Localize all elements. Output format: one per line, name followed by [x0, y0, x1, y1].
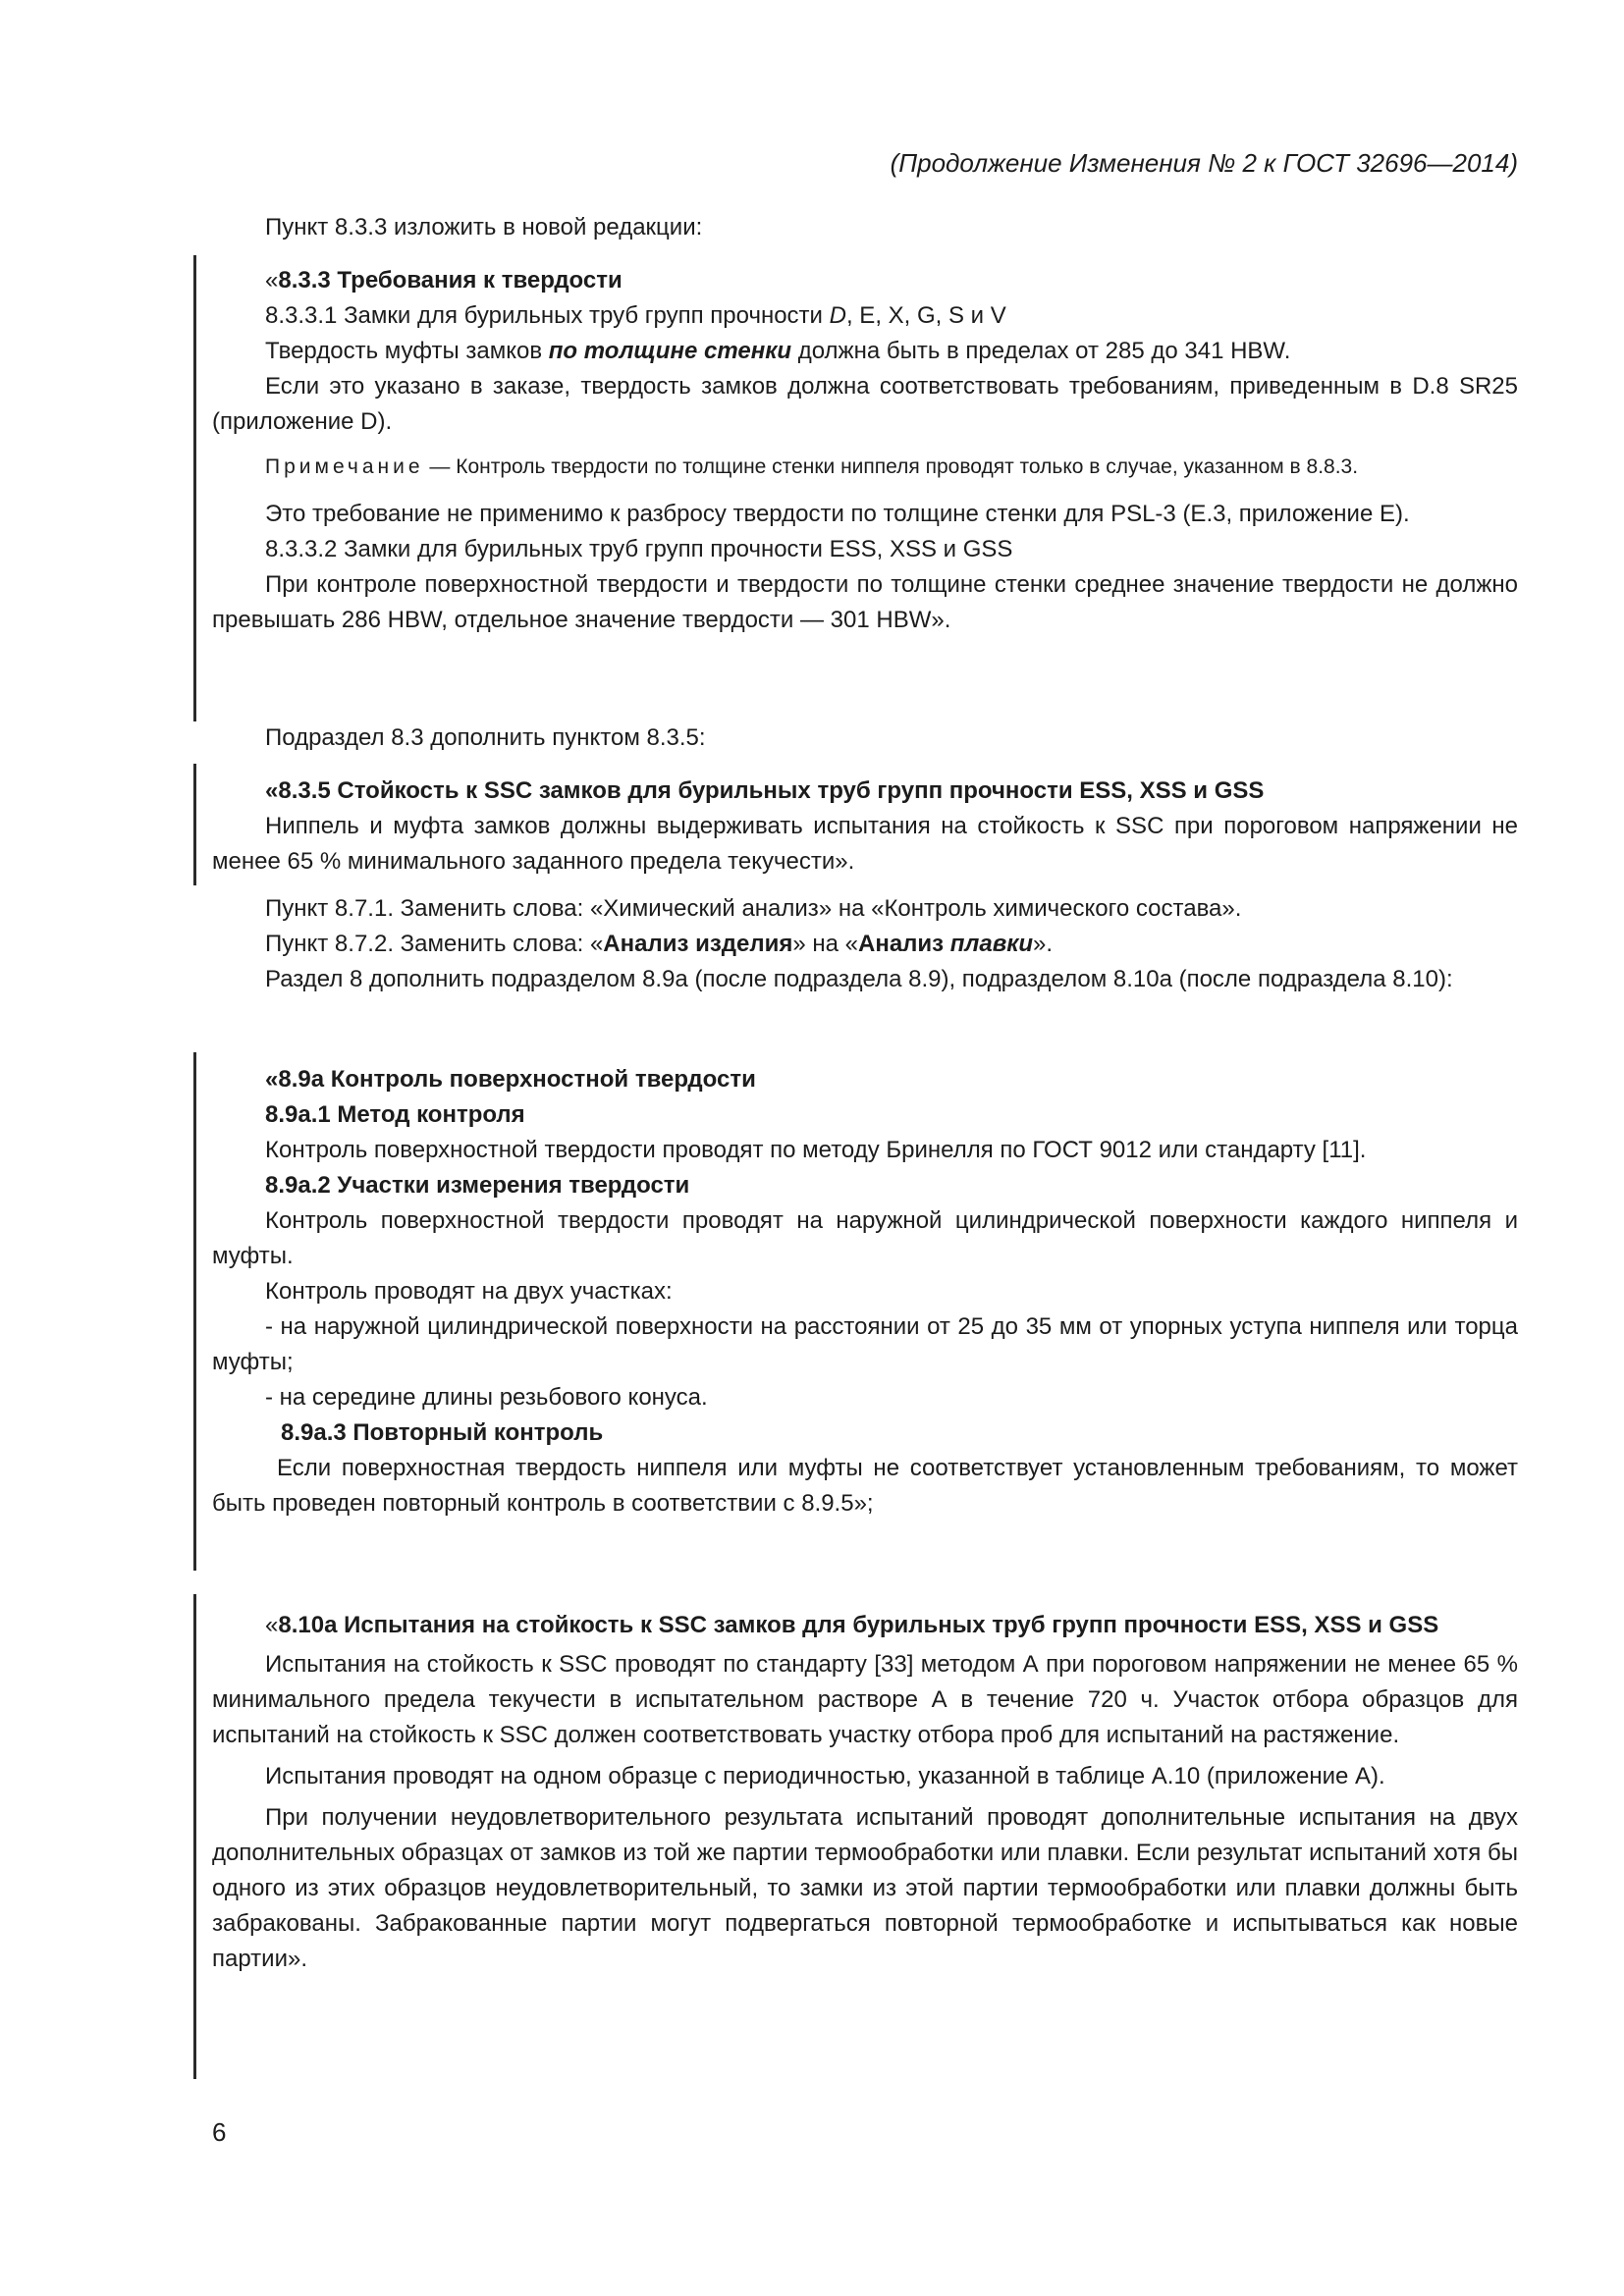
instruction-paragraph: Пункт 8.3.3 изложить в новой редакции:: [265, 214, 703, 240]
instruction-paragraph: Раздел 8 дополнить подразделом 8.9а (после подраздела 8.9), подразделом 8.10а (после подраздела 8.10):: [265, 966, 1453, 992]
instruction-paragraph: Пункт 8.7.1. Заменить слова: «Химический анализ» на «Контроль химического состава».: [265, 895, 1242, 922]
paragraph: Контроль поверхностной твердости проводят на наружной цилиндрической поверхности каждого ниппеля и муфты.: [212, 1207, 1518, 1269]
paragraph: Если поверхностная твердость ниппеля или муфты не соответствует установленным требованиям, то может быть проведен повторный контроль в соответствии с 8.9.5»;: [212, 1455, 1518, 1517]
paragraph: 8.3.3.2 Замки для бурильных труб групп прочности ESS, XSS и GSS: [265, 536, 1013, 562]
list-item: - на наружной цилиндрической поверхности на расстоянии от 25 до 35 мм от упорных уступа ниппеля или торца муфты;: [212, 1313, 1518, 1375]
section-heading: «8.3.3 Требования к твердости: [265, 267, 623, 294]
paragraph: Это требование не применимо к разбросу твердости по толщине стенки для PSL-3 (E.3, приложение E).: [265, 501, 1410, 527]
change-bar: [193, 764, 196, 885]
section-8-10a: [212, 1608, 1518, 1977]
list-item: - на середине длины резьбового конуса.: [265, 1384, 708, 1411]
subsection-heading: 8.9а.1 Метод контроля: [265, 1101, 525, 1128]
paragraph: Испытания проводят на одном образце с периодичностью, указанной в таблице А.10 (приложение А).: [265, 1763, 1385, 1789]
paragraph: Контроль поверхностной твердости проводят по методу Бринелля по ГОСТ 9012 или стандарту [11].: [265, 1137, 1367, 1163]
page-number: 6: [212, 2117, 227, 2147]
subsection-heading: 8.9а.3 Повторный контроль: [281, 1419, 604, 1446]
paragraph: Если это указано в заказе, твердость замков должна соответствовать требованиям, приведенным в D.8 SR25 (приложение D).: [212, 373, 1518, 435]
paragraph: Контроль проводят на двух участках:: [265, 1278, 673, 1305]
paragraph: Испытания на стойкость к SSC проводят по стандарту [33] методом А при пороговом напряжении не менее 65 % минимального предела текучести в испытательном растворе А в течение 720 ч. Участок отбора образцов для испытаний на стойкость к SSC должен соответствовать участку отбора проб для испытаний на растяжение.: [212, 1651, 1518, 1748]
section-heading: «8.3.5 Стойкость к SSC замков для бурильных труб групп прочности ESS, XSS и GSS: [265, 777, 1265, 804]
change-bar: [193, 255, 196, 721]
paragraph: Твердость муфты замков по толщине стенки должна быть в пределах от 285 до 341 HBW.: [265, 338, 1291, 364]
instruction-paragraph: Пункт 8.7.2. Заменить слова: «Анализ изделия» на «Анализ плавки».: [265, 931, 1054, 957]
paragraph: При контроле поверхностной твердости и твердости по толщине стенки среднее значение твердости не должно превышать 286 HBW, отдельное значение твердости — 301 HBW».: [212, 571, 1518, 633]
instruction-paragraph: Подраздел 8.3 дополнить пунктом 8.3.5:: [265, 724, 706, 751]
section-8-3-5: [212, 721, 1518, 880]
subsection-heading: 8.9а.2 Участки измерения твердости: [265, 1172, 690, 1199]
continuation-header: (Продолжение Изменения № 2 к ГОСТ 32696—2014): [890, 148, 1518, 178]
paragraph: Ниппель и муфта замков должны выдерживать испытания на стойкость к SSC при пороговом напряжении не менее 65 % минимального заданного предела текучести».: [212, 813, 1518, 875]
section-heading: «8.9а Контроль поверхностной твердости: [265, 1066, 756, 1093]
instructions: [212, 891, 1518, 997]
note: Примечание — Контроль твердости по толщине стенки ниппеля проводят только в случае, указанном в 8.8.3.: [265, 455, 1359, 478]
paragraph: 8.3.3.1 Замки для бурильных труб групп прочности D, E, X, G, S и V: [265, 302, 1006, 329]
section-8-9a: [212, 1062, 1518, 1522]
change-bar: [193, 1052, 196, 1571]
paragraph: При получении неудовлетворительного результата испытаний проводят дополнительные испытания на двух дополнительных образцах от замков из той же партии термообработки или плавки. Если результат испытаний хотя бы одного из этих образцов неудовлетворительный, то замки из этой партии термообработки или плавки должны быть забракованы. Забракованные партии могут подвергаться повторной термообработке и испытываться как новые партии».: [212, 1804, 1518, 1972]
section-8-3-3: [212, 210, 1518, 638]
section-heading: «8.10а Испытания на стойкость к SSC замков для бурильных труб групп прочности ESS, XSS и GSS: [265, 1612, 1439, 1638]
change-bar: [193, 1594, 196, 2079]
